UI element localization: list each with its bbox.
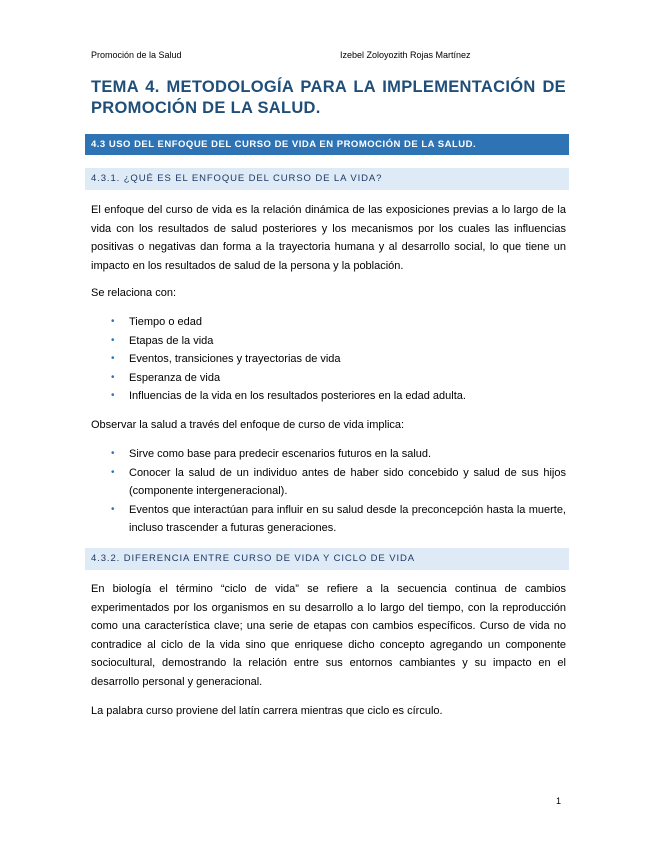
paragraph-definition: El enfoque del curso de vida es la relación dinámica de las exposiciones previas a lo largo de la vida con los resultados de salud posteriores y los mecanismos por los cuales las influencias positivas o negativas dan forma a la trayectoria humana y al desarrollo social, lo que tiene un impacto en los resultados de salud de la persona y la población. xyxy=(91,204,566,272)
paragraph-life-cycle: En biología el término “ciclo de vida” se refiere a la secuencia continua de cambios experimentados por los organismos en su desarrollo a lo largo del tiempo, con la reproducción como una característica clave; una serie de etapas con cambios específicos. Curso de vida no contradice al ciclo de la vida sino que enriquese dicho concepto agregando un componente sociocultural, demostrando la relación entre sus entornos cambiantes y su impacto en el desarrollo personal y generacional. xyxy=(91,583,566,688)
list-item: • Esperanza de vida xyxy=(111,369,566,388)
page-number: 1 xyxy=(556,796,562,806)
header-right: Izebel Zoloyozith Rojas Martínez xyxy=(340,50,471,60)
list-item: • Conocer la salud de un individuo antes de haber sido concebido y salud de sus hijos (componente intergeneracional). xyxy=(111,464,566,501)
list-item: • Eventos, transiciones y trayectorias de vida xyxy=(111,350,566,369)
list-item: • Sirve como base para predecir escenarios futuros en la salud. xyxy=(111,445,566,464)
bullet-icon: • xyxy=(111,353,115,364)
paragraph-implies: Observar la salud a través del enfoque de curso de vida implica: xyxy=(91,419,405,431)
subsection-heading-2: 4.3.2. DIFERENCIA ENTRE CURSO DE VIDA Y CICLO DE VIDA xyxy=(85,548,569,570)
bullet-icon: • xyxy=(111,503,115,515)
bullet-list-implications xyxy=(111,445,566,538)
bullet-icon: • xyxy=(111,334,115,346)
page-title: TEMA 4. METODOLOGÍA PARA LA IMPLEMENTACIÓN DE PROMOCIÓN DE LA SALUD. xyxy=(91,78,566,117)
bullet-list-relations xyxy=(111,313,566,406)
bullet-icon: • xyxy=(111,466,115,478)
list-item: • Eventos que interactúan para influir en su salud desde la preconcepción hasta la muerte, incluso trascender a futuras generaciones. xyxy=(111,501,566,538)
section-heading: 4.3 USO DEL ENFOQUE DEL CURSO DE VIDA EN PROMOCIÓN DE LA SALUD. xyxy=(85,134,569,155)
bullet-icon: • xyxy=(111,371,115,383)
list-item: • Etapas de la vida xyxy=(111,332,566,351)
bullet-icon: • xyxy=(111,316,115,327)
paragraph-relates-to: Se relaciona con: xyxy=(91,287,176,299)
bullet-icon: • xyxy=(111,448,115,459)
subsection-heading-1: 4.3.1. ¿QUÉ ES EL ENFOQUE DEL CURSO DE LA VIDA? xyxy=(85,168,569,190)
bullet-icon: • xyxy=(111,390,115,401)
list-item: • Tiempo o edad xyxy=(111,313,566,332)
list-item: • Influencias de la vida en los resultados posteriores en la edad adulta. xyxy=(111,387,566,406)
paragraph-etymology: La palabra curso proviene del latín carrera mientras que ciclo es círculo. xyxy=(91,705,443,717)
header-left: Promoción de la Salud xyxy=(91,50,182,60)
